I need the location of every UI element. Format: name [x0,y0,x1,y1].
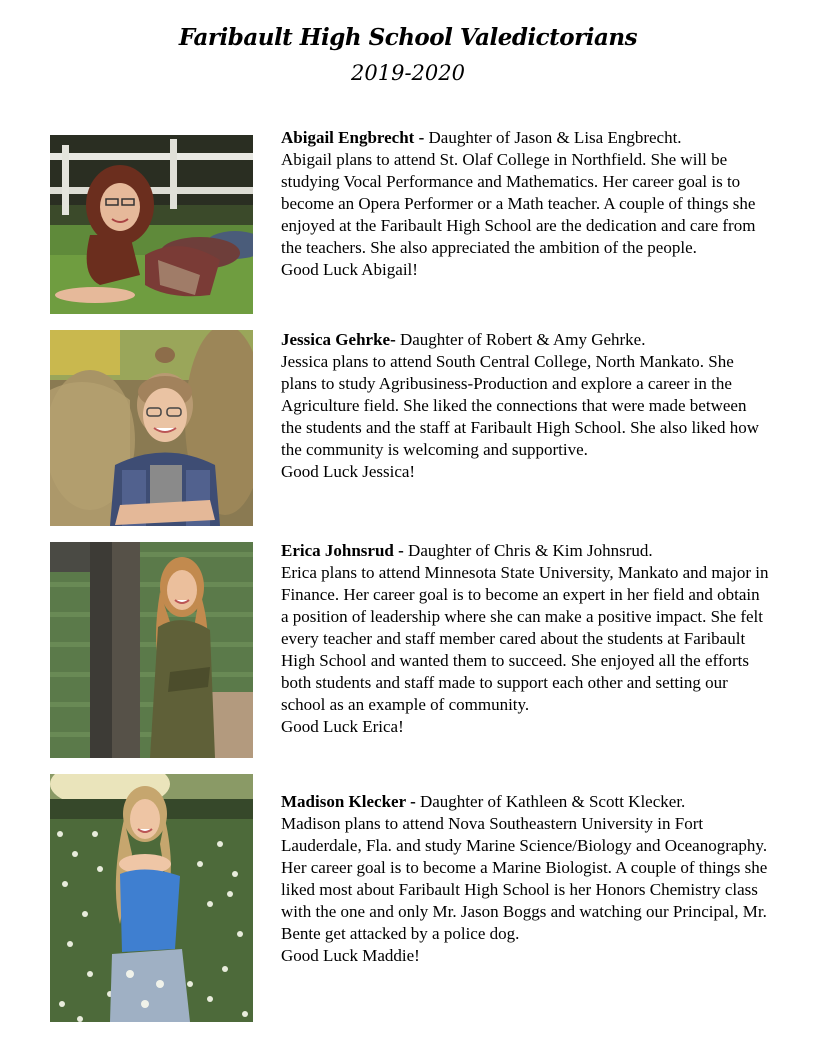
student-name: Madison Klecker - [281,792,416,811]
student-description: Jessica plans to attend South Central College, North Mankato. She plans to study Agribusiness-Production and explore a career in the Agriculture field. She liked the connections that were made between the students and the staff at Faribault High School. She also liked how the community is welcoming and supportive. [281,352,759,459]
student-closing: Good Luck Erica! [281,717,404,736]
student-photo-madison [50,774,253,1022]
student-description: Abigail plans to attend St. Olaf College in Northfield. She will be studying Vocal Performance and Mathematics. Her career goal is to become an Opera Performer or a Math teacher. A couple of things she enjoyed at the Faribault High School are the dedication and care from the teachers. She also appreciated the ambition of the people. [281,150,756,257]
student-bio-abigail [281,127,771,281]
student-description: Madison plans to attend Nova Southeastern University in Fort Lauderdale, Fla. and study Marine Science/Biology and Oceanography. Her career goal is to become a Marine Biologist. A couple of things she liked most about Faribault High School is her Honors Chemistry class with the one and only Mr. Jason Boggs and watching our Principal, Mr. Bente get attacked by a police dog. [281,814,768,943]
student-parents: Daughter of Chris & Kim Johnsrud. [403,541,653,560]
student-name: Jessica Gehrke- [281,330,396,349]
page-year: 2019-2020 [351,61,465,85]
student-name: Abigail Engbrecht - [281,128,425,147]
student-bio-madison [281,791,771,967]
page-title: Faribault High School Valedictorians [178,24,638,51]
student-closing: Good Luck Abigail! [281,260,418,279]
student-intro-line [281,329,771,351]
student-photo-abigail [50,135,253,314]
student-photo-erica [50,542,253,758]
student-intro-line [281,540,771,562]
student-bio-jessica [281,329,771,483]
student-closing: Good Luck Jessica! [281,462,416,481]
student-description: Erica plans to attend Minnesota State University, Mankato and major in Finance. Her career goal is to become an expert in her field and obtain a position of leadership where she can make a positive impact. She felt every teacher and staff member cared about the students at Faribault High School and wanted them to succeed. She enjoyed all the efforts both students and staff made to support each other and setting our school as an example of community. [281,563,769,714]
page-header [0,18,816,88]
student-bio-erica [281,540,771,738]
student-closing: Good Luck Maddie! [281,946,420,965]
student-parents: Daughter of Jason & Lisa Engbrecht. [424,128,682,147]
student-parents: Daughter of Kathleen & Scott Klecker. [415,792,686,811]
student-name: Erica Johnsrud - [281,541,404,560]
student-photo-jessica [50,330,253,526]
student-intro-line [281,127,771,149]
student-parents: Daughter of Robert & Amy Gehrke. [395,330,646,349]
student-intro-line [281,791,771,813]
